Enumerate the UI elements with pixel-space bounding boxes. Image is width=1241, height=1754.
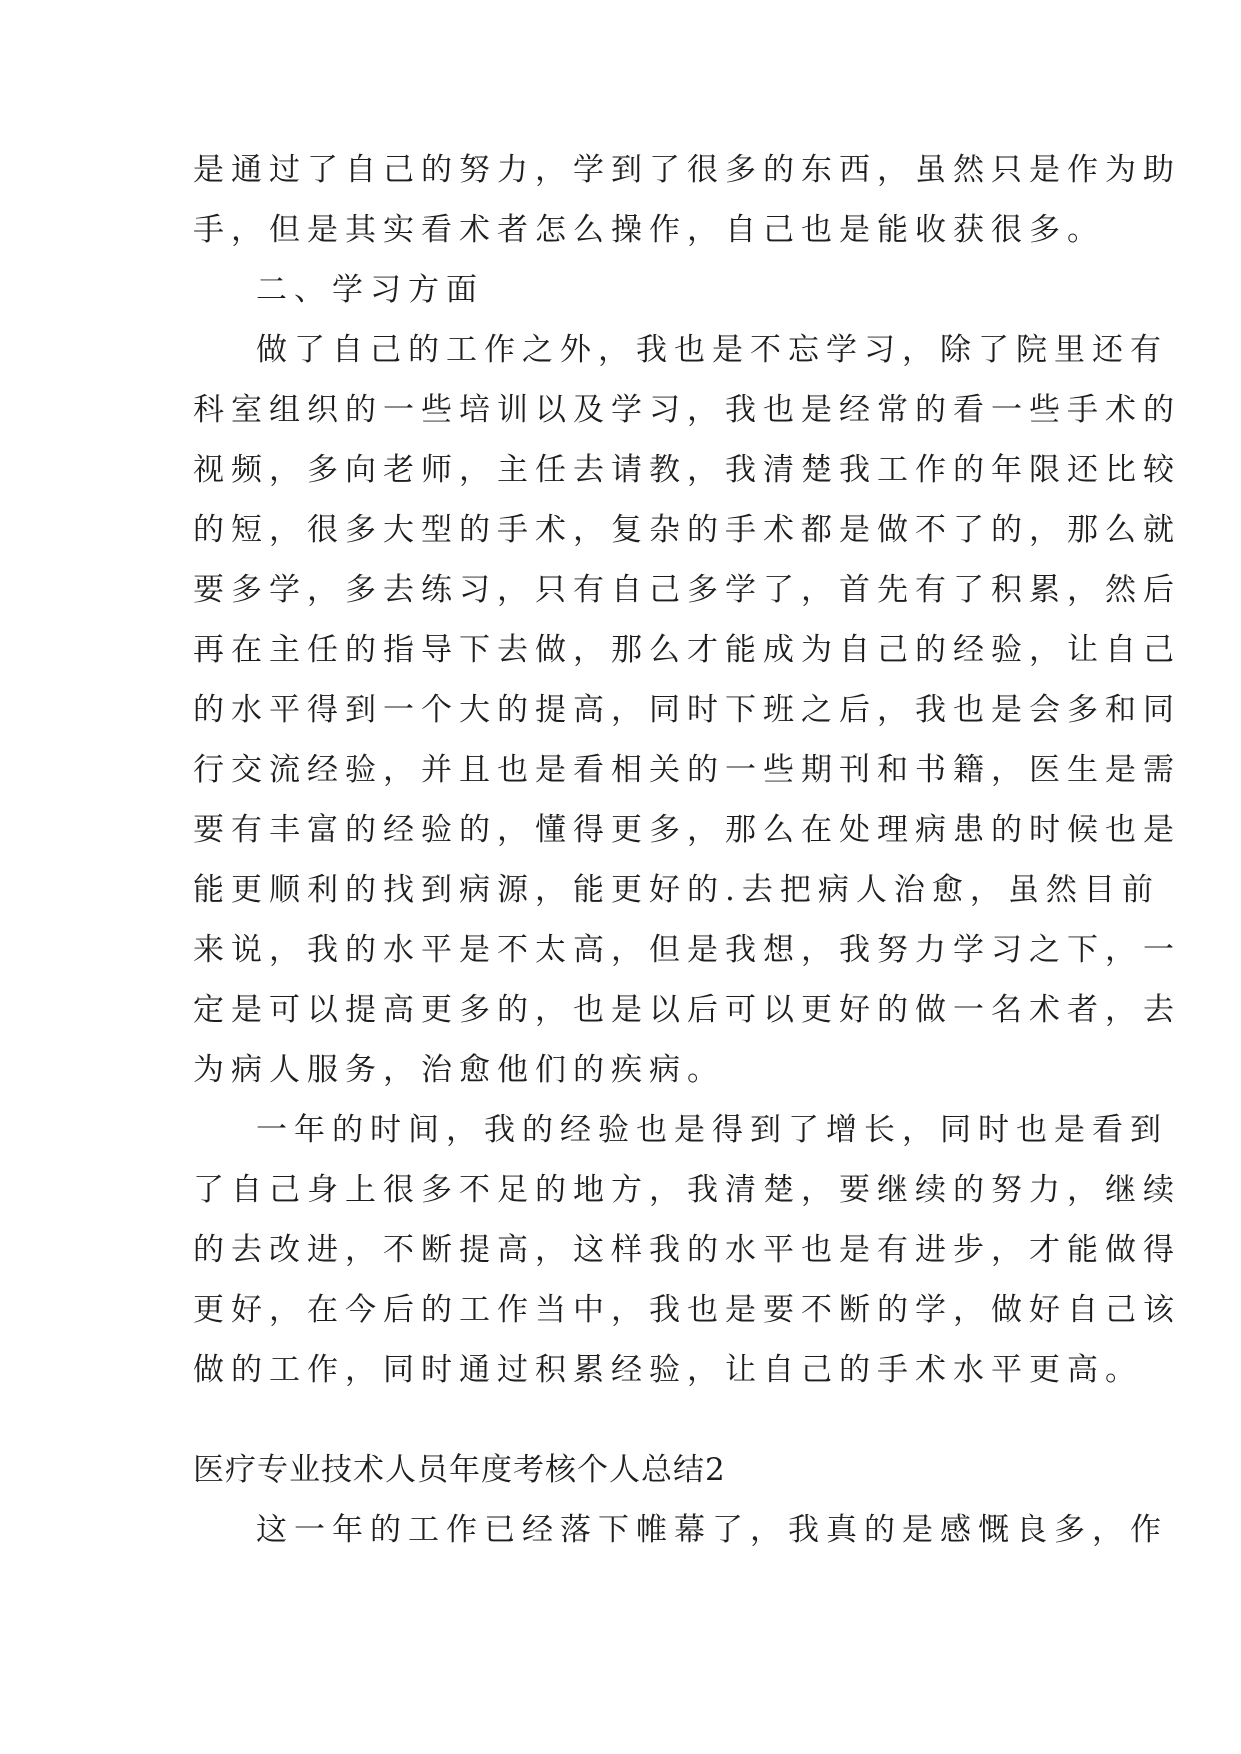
text-line: 的水平得到一个大的提高，同时下班之后，我也是会多和同 — [193, 692, 1181, 728]
document-title: 医疗专业技术人员年度考核个人总结2 — [193, 1452, 726, 1488]
text-line: 手，但是其实看术者怎么操作，自己也是能收获很多。 — [193, 212, 1105, 248]
text-line: 能更顺利的找到病源，能更好的.去把病人治愈，虽然目前 — [193, 872, 1160, 908]
text-line: 一年的时间，我的经验也是得到了增长，同时也是看到 — [256, 1112, 1168, 1148]
text-line: 是通过了自己的努力，学到了很多的东西，虽然只是作为助 — [193, 152, 1181, 188]
text-line: 这一年的工作已经落下帷幕了，我真的是感慨良多，作 — [256, 1512, 1168, 1548]
text-line: 了自己身上很多不足的地方，我清楚，要继续的努力，继续 — [193, 1172, 1181, 1208]
text-line: 更好，在今后的工作当中，我也是要不断的学，做好自己该 — [193, 1292, 1181, 1328]
text-line: 科室组织的一些培训以及学习，我也是经常的看一些手术的 — [193, 392, 1181, 428]
section-heading: 二、学习方面 — [256, 272, 484, 308]
text-line: 再在主任的指导下去做，那么才能成为自己的经验，让自己 — [193, 632, 1181, 668]
text-line: 的短，很多大型的手术，复杂的手术都是做不了的，那么就 — [193, 512, 1181, 548]
text-line: 做的工作，同时通过积累经验，让自己的手术水平更高。 — [193, 1352, 1143, 1388]
text-line: 视频，多向老师，主任去请教，我清楚我工作的年限还比较 — [193, 452, 1181, 488]
text-line: 定是可以提高更多的，也是以后可以更好的做一名术者，去 — [193, 992, 1181, 1028]
text-line: 要有丰富的经验的，懂得更多，那么在处理病患的时候也是 — [193, 812, 1181, 848]
text-line: 的去改进，不断提高，这样我的水平也是有进步，才能做得 — [193, 1232, 1181, 1268]
text-line: 为病人服务，治愈他们的疾病。 — [193, 1052, 725, 1088]
text-line: 行交流经验，并且也是看相关的一些期刊和书籍，医生是需 — [193, 752, 1181, 788]
text-line: 要多学，多去练习，只有自己多学了，首先有了积累，然后 — [193, 572, 1181, 608]
text-line: 做了自己的工作之外，我也是不忘学习，除了院里还有 — [256, 332, 1168, 368]
text-line: 来说，我的水平是不太高，但是我想，我努力学习之下，一 — [193, 932, 1181, 968]
